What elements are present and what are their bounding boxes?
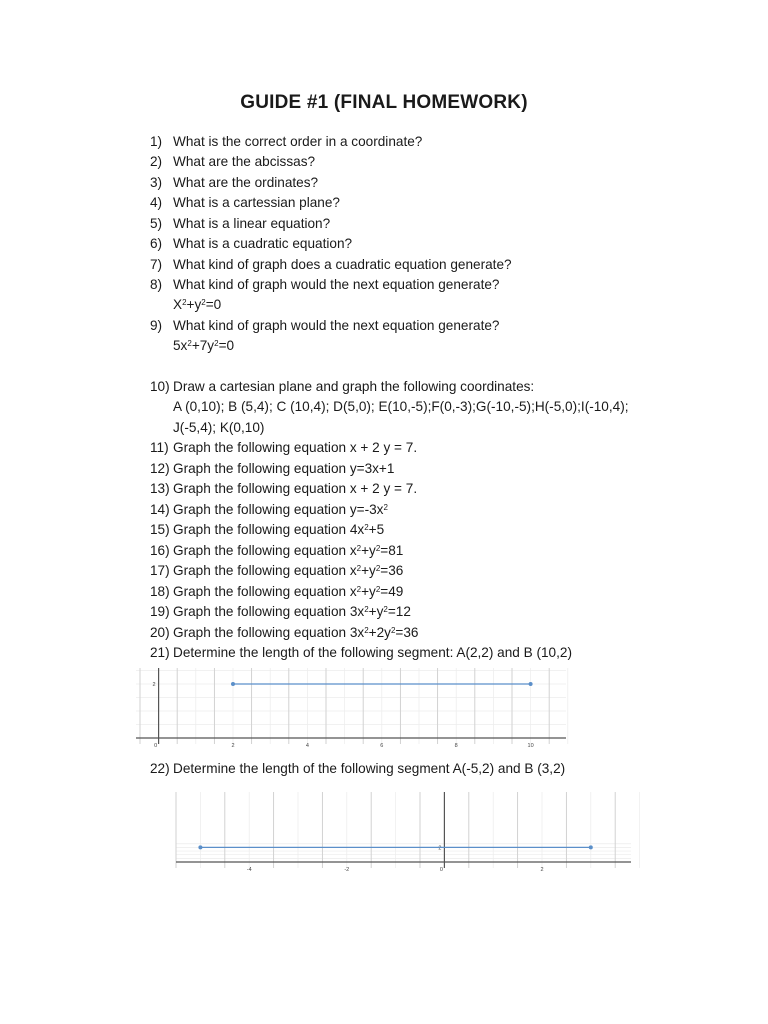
question-1 bbox=[150, 132, 750, 152]
question-number: 19) bbox=[150, 604, 170, 619]
question-number: 18) bbox=[150, 584, 170, 599]
question-number: 3) bbox=[150, 175, 163, 190]
question-text: Graph the following equation x + 2 y = 7. bbox=[173, 481, 418, 496]
question-text: What kind of graph would the next equation generate? bbox=[173, 277, 500, 292]
segment-graph-2 bbox=[176, 792, 631, 872]
question-text: Graph the following equation y=3x+1 bbox=[173, 461, 395, 476]
question-15 bbox=[150, 520, 750, 540]
equation: $5x^2+7y^2=0$ bbox=[173, 338, 235, 354]
question-text: Determine the length of the following segment A(-5,2) and B (3,2) bbox=[173, 761, 566, 776]
question-5 bbox=[150, 214, 750, 234]
question-text: Graph the following equation $3x^2+2y^2=36$ bbox=[173, 625, 419, 640]
question-text: Graph the following equation $x^2+y^2=36$ bbox=[173, 563, 404, 578]
question-number: 5) bbox=[150, 216, 163, 231]
question-number: 14) bbox=[150, 502, 170, 517]
question-text: What kind of graph would the next equation generate? bbox=[173, 318, 500, 333]
point-b bbox=[529, 682, 533, 686]
coordinates-list-continued: J(-5,4); K(0,10) bbox=[173, 419, 265, 435]
question-6 bbox=[150, 234, 750, 254]
page-title: GUIDE #1 (FINAL HOMEWORK) bbox=[240, 92, 528, 113]
question-number: 21) bbox=[150, 645, 170, 660]
question-text: What is a cartessian plane? bbox=[173, 195, 340, 210]
question-16 bbox=[150, 541, 750, 561]
x-tick-label: 10 bbox=[527, 743, 534, 749]
question-number: 8) bbox=[150, 277, 163, 292]
question-text: What is a cuadratic equation? bbox=[173, 236, 353, 251]
question-text: Determine the length of the following segment: A(2,2) and B (10,2) bbox=[173, 645, 572, 660]
question-text: What is a linear equation? bbox=[173, 216, 331, 231]
question-text: Graph the following equation $x^2+y^2=49$ bbox=[173, 584, 404, 599]
question-text: What are the ordinates? bbox=[173, 175, 319, 190]
question-20 bbox=[150, 623, 750, 643]
question-text: Graph the following equation $4x^2+5$ bbox=[173, 522, 385, 537]
question-number: 1) bbox=[150, 134, 163, 149]
question-14 bbox=[150, 500, 750, 520]
question-number: 4) bbox=[150, 195, 163, 210]
x-tick-label: 4 bbox=[305, 743, 309, 749]
question-22 bbox=[150, 759, 750, 779]
question-number: 2) bbox=[150, 154, 163, 169]
question-13 bbox=[150, 479, 750, 499]
point-a bbox=[231, 682, 235, 686]
question-number: 17) bbox=[150, 563, 170, 578]
coordinates-list: A (0,10); B (5,4); C (10,4); D(5,0); E(10,-5);F(0,-3);G(-10,-5);H(-5,0);I(-10,4); bbox=[173, 399, 629, 415]
question-number: 6) bbox=[150, 236, 163, 251]
x-tick-label: 2 bbox=[231, 743, 235, 749]
question-text: Graph the following equation $3x^2+y^2=12$ bbox=[173, 604, 411, 619]
x-tick-label: 2 bbox=[540, 867, 544, 873]
question-18 bbox=[150, 582, 750, 602]
y-tick-label: 2 bbox=[438, 845, 442, 852]
x-tick-label: 0 bbox=[154, 743, 158, 749]
x-tick-label: 0 bbox=[439, 867, 443, 873]
question-8 bbox=[150, 275, 750, 316]
question-3 bbox=[150, 173, 750, 193]
x-tick-label: 8 bbox=[454, 743, 458, 749]
question-number: 16) bbox=[150, 543, 170, 558]
point-a bbox=[198, 845, 202, 849]
segment-graph-1 bbox=[136, 668, 566, 748]
question-number: 10) bbox=[150, 379, 170, 394]
x-tick-label: -4 bbox=[246, 867, 252, 873]
question-17 bbox=[150, 561, 750, 581]
question-4 bbox=[150, 193, 750, 213]
question-number: 15) bbox=[150, 522, 170, 537]
question-12 bbox=[150, 459, 750, 479]
question-number: 22) bbox=[150, 761, 170, 776]
question-text: What kind of graph does a cuadratic equation generate? bbox=[173, 257, 512, 272]
question-9 bbox=[150, 316, 750, 357]
y-tick-label: 2 bbox=[152, 682, 156, 688]
question-text: Graph the following equation $x^2+y^2=81$ bbox=[173, 543, 404, 558]
question-text: What is the correct order in a coordinate? bbox=[173, 134, 423, 149]
equation: $X^2+y^2=0$ bbox=[173, 297, 222, 313]
question-text: Graph the following equation $y=-3x^2$ bbox=[173, 502, 388, 517]
question-10 bbox=[150, 377, 750, 438]
x-tick-label: 6 bbox=[380, 743, 384, 749]
graph-1-canvas bbox=[136, 668, 566, 748]
question-7 bbox=[150, 255, 750, 275]
question-number: 7) bbox=[150, 257, 163, 272]
question-21 bbox=[150, 643, 750, 663]
question-number: 13) bbox=[150, 481, 170, 496]
point-b bbox=[589, 845, 593, 849]
question-number: 11) bbox=[150, 440, 169, 455]
question-number: 9) bbox=[150, 318, 163, 333]
graph-2-canvas bbox=[176, 792, 631, 872]
question-19 bbox=[150, 602, 750, 622]
x-tick-label: -2 bbox=[344, 867, 350, 873]
question-text: What are the abcissas? bbox=[173, 154, 316, 169]
question-text: Draw a cartesian plane and graph the following coordinates: bbox=[173, 379, 535, 394]
question-2 bbox=[150, 152, 750, 172]
question-number: 12) bbox=[150, 461, 170, 476]
question-number: 20) bbox=[150, 625, 170, 640]
question-text: Graph the following equation x + 2 y = 7. bbox=[173, 440, 418, 455]
question-11 bbox=[150, 438, 750, 458]
